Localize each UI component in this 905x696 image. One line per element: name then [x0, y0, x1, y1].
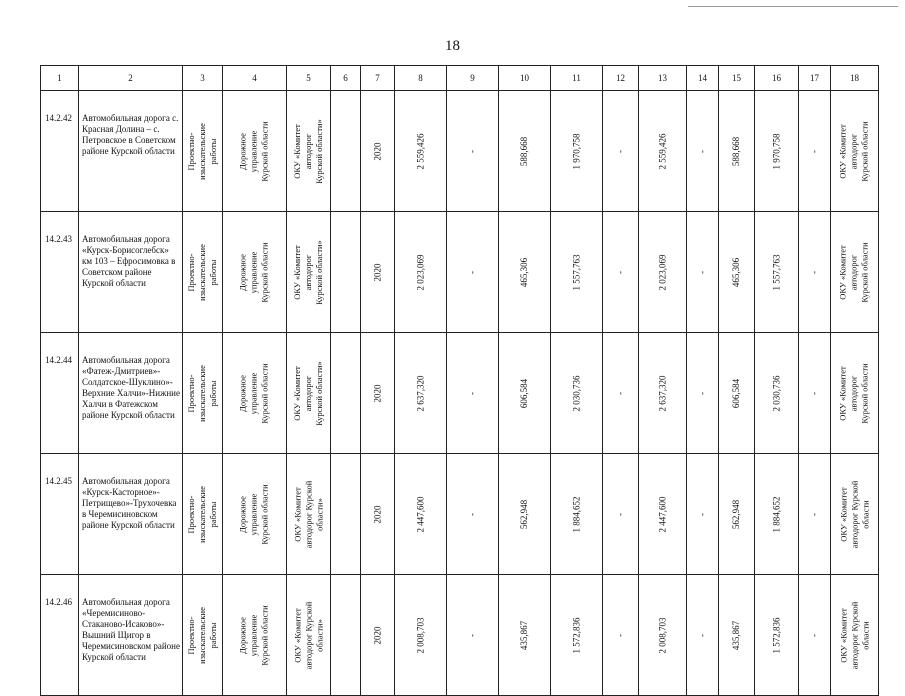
value-cell-8-text: 2 559,426: [415, 133, 425, 169]
value-cell-9-text: -: [467, 633, 477, 637]
column-header-6: 6: [331, 66, 361, 91]
executor-cell-line: управление: [249, 614, 259, 656]
work-type-cell-line: изыскательские: [197, 606, 207, 664]
customer-cell-line: автодорог: [303, 133, 313, 169]
value-cell-11-text: 1 557,763: [571, 254, 581, 290]
value-cell-12-text: -: [615, 391, 625, 395]
year-cell-text: 2020: [372, 142, 382, 160]
customer-cell: [287, 333, 331, 454]
value-cell-10: [499, 454, 551, 575]
road-name: Автомобильная дорога «Фатеж-Дмитриев»-Солдатское-Шуклино»-Верхние Халчи»-Нижние Халчи в Фатежском районе Курской области: [79, 333, 183, 454]
value-cell-13: [639, 333, 687, 454]
value-cell-9: [447, 575, 499, 696]
value-cell-17: [799, 212, 831, 333]
value-cell-13: [639, 454, 687, 575]
value-cell-15: [719, 91, 755, 212]
value-cell-8: [395, 333, 447, 454]
value-cell-9-text: -: [467, 270, 477, 274]
customer-cell-line: автодорог: [303, 254, 313, 290]
value-cell-17-text: -: [809, 512, 819, 516]
col6-cell: [331, 454, 361, 575]
responsible-cell-line: ОКУ «Комитет: [838, 607, 849, 663]
work-type-cell: [183, 212, 223, 333]
value-cell-10-text: 465,306: [519, 257, 529, 287]
value-cell-17-text: -: [809, 270, 819, 274]
value-cell-15-text: 606,584: [731, 378, 741, 408]
value-cell-15: [719, 454, 755, 575]
responsible-cell-line: автодорог Курской: [849, 480, 860, 548]
table-row: [41, 333, 879, 454]
value-cell-13-text: 2 559,426: [657, 133, 667, 169]
value-cell-8-text: 2 637,320: [415, 375, 425, 411]
value-cell-11-text: 1 884,652: [571, 496, 581, 532]
header-row: [41, 66, 879, 91]
responsible-cell-line: автодорог: [849, 133, 859, 169]
road-name: Автомобильная дорога с. Красная Долина – с. Петровское в Советском районе Курской области: [79, 91, 183, 212]
work-type-cell: [183, 333, 223, 454]
value-cell-17: [799, 575, 831, 696]
value-cell-14-text: -: [697, 270, 707, 274]
page-number: 18: [445, 38, 460, 54]
executor-cell-line: Дорожное: [238, 132, 248, 170]
customer-cell-line: ОКУ «Комитет: [292, 244, 302, 300]
value-cell-16: [755, 575, 799, 696]
value-cell-16-text: 1 884,652: [771, 496, 781, 532]
value-cell-10-text: 435,867: [519, 620, 529, 650]
work-type-cell-line: Проектно-: [186, 132, 196, 170]
responsible-cell: [831, 212, 879, 333]
customer-cell: [287, 91, 331, 212]
value-cell-8: [395, 575, 447, 696]
year-cell-text: 2020: [372, 505, 382, 523]
responsible-cell-line: области: [860, 499, 871, 529]
work-type-cell-line: изыскательские: [197, 243, 207, 301]
customer-cell-line: автодорог: [303, 375, 313, 411]
value-cell-10: [499, 333, 551, 454]
value-cell-15: [719, 575, 755, 696]
value-cell-8: [395, 454, 447, 575]
table-row: [41, 91, 879, 212]
column-header-12: 12: [603, 66, 639, 91]
work-type-cell-line: Проектно-: [186, 616, 196, 654]
customer-cell-line: Курской области»: [314, 118, 324, 184]
value-cell-13-text: 2 637,320: [657, 375, 667, 411]
value-cell-14-text: -: [697, 512, 707, 516]
value-cell-16-text: 1 557,763: [771, 254, 781, 290]
work-type-cell-line: изыскательские: [197, 485, 207, 543]
value-cell-16: [755, 212, 799, 333]
value-cell-9: [447, 454, 499, 575]
value-cell-12-text: -: [615, 512, 625, 516]
responsible-cell-line: Курской области: [860, 241, 870, 303]
table-row: [41, 212, 879, 333]
column-header-18: 18: [831, 66, 879, 91]
responsible-cell: [831, 91, 879, 212]
executor-cell-line: управление: [249, 493, 259, 535]
work-type-cell-line: работы: [208, 138, 218, 164]
value-cell-13: [639, 212, 687, 333]
executor-cell: [223, 575, 287, 696]
value-cell-12: [603, 212, 639, 333]
value-cell-10: [499, 575, 551, 696]
customer-cell-line: автодорог Курской: [303, 480, 314, 548]
responsible-cell-line: ОКУ «Комитет: [838, 244, 848, 300]
value-cell-11: [551, 91, 603, 212]
row-index: 14.2.46: [41, 575, 79, 696]
responsible-cell: [831, 454, 879, 575]
road-name: Автомобильная дорога «Курск-Борисоглебск» км 103 – Ефросимовка в Советском районе Курской области: [79, 212, 183, 333]
value-cell-13: [639, 91, 687, 212]
responsible-cell: [831, 575, 879, 696]
column-header-9: 9: [447, 66, 499, 91]
column-header-2: 2: [79, 66, 183, 91]
value-cell-13-text: 2 447,600: [657, 496, 667, 532]
work-type-cell-line: работы: [208, 501, 218, 527]
value-cell-17-text: -: [809, 149, 819, 153]
value-cell-9-text: -: [467, 391, 477, 395]
column-header-17: 17: [799, 66, 831, 91]
responsible-cell-line: автодорог Курской: [849, 601, 860, 669]
work-type-cell: [183, 575, 223, 696]
column-header-16: 16: [755, 66, 799, 91]
customer-cell-line: автодорог Курской: [303, 601, 314, 669]
executor-cell-line: Дорожное: [238, 374, 248, 412]
value-cell-10-text: 588,668: [519, 136, 529, 166]
column-header-3: 3: [183, 66, 223, 91]
value-cell-16: [755, 333, 799, 454]
customer-cell-line: ОКУ «Комитет: [292, 123, 302, 179]
value-cell-12: [603, 91, 639, 212]
value-cell-14: [687, 212, 719, 333]
value-cell-17: [799, 454, 831, 575]
value-cell-14-text: -: [697, 633, 707, 637]
value-cell-9-text: -: [467, 512, 477, 516]
column-header-11: 11: [551, 66, 603, 91]
executor-cell: [223, 91, 287, 212]
column-header-14: 14: [687, 66, 719, 91]
value-cell-8-text: 2 008,703: [415, 617, 425, 653]
value-cell-17: [799, 333, 831, 454]
value-cell-17: [799, 91, 831, 212]
responsible-cell: [831, 333, 879, 454]
value-cell-14: [687, 91, 719, 212]
value-cell-15-text: 588,668: [731, 136, 741, 166]
executor-cell-line: Дорожное: [238, 495, 248, 533]
value-cell-11: [551, 454, 603, 575]
col6-cell: [331, 91, 361, 212]
work-type-cell-line: работы: [208, 380, 218, 406]
work-type-cell-line: работы: [208, 622, 218, 648]
executor-cell-line: управление: [249, 130, 259, 172]
column-header-7: 7: [361, 66, 395, 91]
value-cell-15: [719, 333, 755, 454]
value-cell-11-text: 1 572,836: [571, 617, 581, 653]
work-type-cell-line: Проектно-: [186, 374, 196, 412]
year-cell: [361, 91, 395, 212]
work-type-cell-line: изыскательские: [197, 122, 207, 180]
value-cell-17-text: -: [809, 391, 819, 395]
customer-cell-line: области»: [314, 497, 325, 531]
executor-cell: [223, 454, 287, 575]
customer-cell: [287, 212, 331, 333]
value-cell-12: [603, 333, 639, 454]
value-cell-13-text: 2 023,069: [657, 254, 667, 290]
value-cell-8: [395, 91, 447, 212]
row-index: 14.2.42: [41, 91, 79, 212]
year-cell-text: 2020: [372, 384, 382, 402]
value-cell-8: [395, 212, 447, 333]
col6-cell: [331, 333, 361, 454]
value-cell-14: [687, 333, 719, 454]
value-cell-16-text: 1 572,836: [771, 617, 781, 653]
customer-cell-line: ОКУ «Комитет: [292, 365, 302, 421]
customer-cell-line: области»: [314, 618, 325, 652]
value-cell-15: [719, 212, 755, 333]
column-header-4: 4: [223, 66, 287, 91]
responsible-cell-line: автодорог: [849, 375, 859, 411]
executor-cell-line: Дорожное: [238, 616, 248, 654]
value-cell-12: [603, 454, 639, 575]
value-cell-11-text: 2 030,736: [571, 375, 581, 411]
year-cell: [361, 333, 395, 454]
column-header-13: 13: [639, 66, 687, 91]
year-cell-text: 2020: [372, 626, 382, 644]
column-header-10: 10: [499, 66, 551, 91]
executor-cell-line: управление: [249, 251, 259, 293]
value-cell-9-text: -: [467, 149, 477, 153]
row-index: 14.2.45: [41, 454, 79, 575]
value-cell-14-text: -: [697, 391, 707, 395]
value-cell-10: [499, 212, 551, 333]
value-cell-12-text: -: [615, 149, 625, 153]
column-header-5: 5: [287, 66, 331, 91]
value-cell-12-text: -: [615, 633, 625, 637]
value-cell-13: [639, 575, 687, 696]
value-cell-9: [447, 212, 499, 333]
executor-cell: [223, 333, 287, 454]
value-cell-11: [551, 333, 603, 454]
year-cell-text: 2020: [372, 263, 382, 281]
responsible-cell-line: автодорог: [849, 254, 859, 290]
table-body: [41, 91, 879, 696]
executor-cell-line: Курской области: [260, 241, 270, 303]
column-header-15: 15: [719, 66, 755, 91]
value-cell-13-text: 2 008,703: [657, 617, 667, 653]
work-type-cell-line: Проектно-: [186, 495, 196, 533]
customer-cell: [287, 575, 331, 696]
col6-cell: [331, 212, 361, 333]
value-cell-10: [499, 91, 551, 212]
work-type-cell-line: Проектно-: [186, 253, 196, 291]
table-row: [41, 454, 879, 575]
value-cell-8-text: 2 447,600: [415, 496, 425, 532]
customer-cell-line: Курской области»: [314, 239, 324, 305]
row-index: 14.2.43: [41, 212, 79, 333]
value-cell-9: [447, 333, 499, 454]
value-cell-15-text: 562,948: [731, 499, 741, 529]
data-table: [40, 65, 879, 696]
value-cell-15-text: 465,306: [731, 257, 741, 287]
column-header-1: 1: [41, 66, 79, 91]
customer-cell: [287, 454, 331, 575]
road-name: Автомобильная дорога «Черемисиново-Стаканово-Исаково»-Вышний Щигор в Черемисиновском районе Курской области: [79, 575, 183, 696]
responsible-cell-line: ОКУ «Комитет: [838, 486, 849, 542]
responsible-cell-line: области: [860, 620, 871, 650]
value-cell-11-text: 1 970,758: [571, 133, 581, 169]
value-cell-16: [755, 454, 799, 575]
executor-cell-line: управление: [249, 372, 259, 414]
responsible-cell-line: ОКУ «Комитет: [838, 123, 848, 179]
top-rule: [688, 6, 898, 7]
year-cell: [361, 212, 395, 333]
value-cell-11: [551, 575, 603, 696]
executor-cell-line: Курской области: [260, 362, 270, 424]
value-cell-11: [551, 212, 603, 333]
value-cell-12-text: -: [615, 270, 625, 274]
executor-cell-line: Дорожное: [238, 253, 248, 291]
responsible-cell-line: Курской области: [860, 120, 870, 182]
row-index: 14.2.44: [41, 333, 79, 454]
value-cell-14: [687, 454, 719, 575]
responsible-cell-line: ОКУ «Комитет: [838, 365, 848, 421]
executor-cell-line: Курской области: [260, 120, 270, 182]
col6-cell: [331, 575, 361, 696]
work-type-cell-line: изыскательские: [197, 364, 207, 422]
customer-cell-line: Курской области»: [314, 360, 324, 426]
value-cell-10-text: 606,584: [519, 378, 529, 408]
value-cell-14-text: -: [697, 149, 707, 153]
customer-cell-line: ОКУ «Комитет: [292, 486, 303, 542]
value-cell-8-text: 2 023,069: [415, 254, 425, 290]
executor-cell-line: Курской области: [260, 604, 270, 666]
value-cell-17-text: -: [809, 633, 819, 637]
value-cell-16-text: 1 970,758: [771, 133, 781, 169]
work-type-cell: [183, 91, 223, 212]
responsible-cell-line: Курской области: [860, 362, 870, 424]
value-cell-16: [755, 91, 799, 212]
year-cell: [361, 575, 395, 696]
column-header-8: 8: [395, 66, 447, 91]
value-cell-9: [447, 91, 499, 212]
customer-cell-line: ОКУ «Комитет: [292, 607, 303, 663]
value-cell-14: [687, 575, 719, 696]
table-row: [41, 575, 879, 696]
work-type-cell: [183, 454, 223, 575]
value-cell-15-text: 435,867: [731, 620, 741, 650]
value-cell-10-text: 562,948: [519, 499, 529, 529]
year-cell: [361, 454, 395, 575]
executor-cell-line: Курской области: [260, 483, 270, 545]
value-cell-12: [603, 575, 639, 696]
value-cell-16-text: 2 030,736: [771, 375, 781, 411]
work-type-cell-line: работы: [208, 259, 218, 285]
executor-cell: [223, 212, 287, 333]
road-name: Автомобильная дорога «Курск-Касторное»-Петрищево»-Трухочевка в Черемисиновском районе Курской области: [79, 454, 183, 575]
